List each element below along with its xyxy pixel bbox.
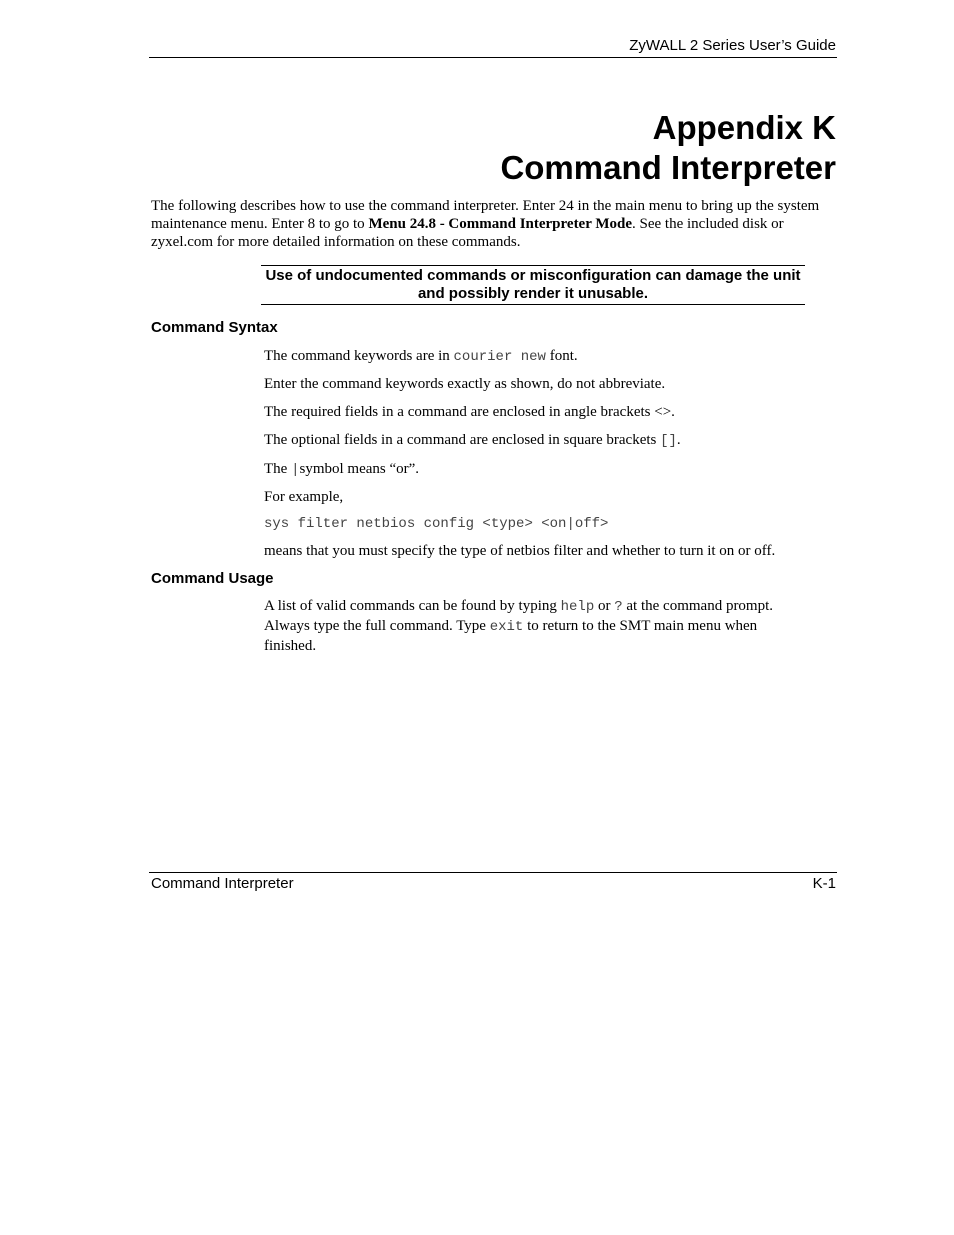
chapter-title [500, 108, 836, 188]
usage-mid1: or [594, 598, 615, 614]
syntax-p4-pre: The optional fields in a command are enclosed in square brackets [264, 432, 661, 448]
syntax-p1-code: courier new [453, 349, 546, 365]
chapter-title-line1: Appendix K [652, 109, 836, 146]
syntax-para-3: The required fields in a command are enclosed in angle brackets <>. [264, 404, 675, 420]
intro-text-2: . See the included disk or zyxel.com for more detailed information on these commands. [151, 216, 784, 250]
usage-code-exit: exit [489, 619, 524, 635]
syntax-para-2: Enter the command keywords exactly as shown, do not abbreviate. [264, 376, 666, 392]
intro-menu-name: Menu 24.8 - Command Interpreter Mode [368, 216, 633, 232]
syntax-para-6: For example, [264, 489, 344, 505]
section-heading-usage: Command Usage [151, 570, 274, 587]
usage-code-help: help [560, 599, 595, 615]
syntax-p1-pre: The command keywords are in [264, 348, 454, 364]
footer-chapter-name: Command Interpreter [151, 875, 294, 892]
warning-note: Use of undocumented commands or misconfiguration can damage the unit and possibly render it unusable. [261, 265, 805, 305]
chapter-title-line2: Command Interpreter [500, 149, 836, 186]
section-heading-syntax: Command Syntax [151, 319, 278, 336]
syntax-p1-post: font. [545, 348, 578, 364]
usage-code-question: ? [614, 599, 623, 615]
syntax-p4-code: [] [660, 433, 677, 449]
syntax-p5-post: symbol means “or”. [299, 461, 420, 477]
intro-text-1: The following describes how to use the command interpreter. Enter 24 in the main menu to bring up the system maintenance menu. Enter 8 to go to [151, 198, 820, 232]
usage-pre: A list of valid commands can be found by typing [264, 598, 561, 614]
footer-page-number: K-1 [812, 875, 836, 892]
syntax-para-7: means that you must specify the type of netbios filter and whether to turn it on or off. [264, 543, 776, 559]
syntax-example-code: sys filter netbios config <type> <on|off> [264, 516, 609, 532]
syntax-p5-pre: The [264, 461, 292, 477]
syntax-p4-post: . [676, 432, 681, 448]
intro-paragraph [151, 197, 831, 251]
usage-post: to return to the SMT main menu when finished. [264, 618, 758, 654]
syntax-para-1 [264, 347, 824, 367]
running-header: ZyWALL 2 Series User’s Guide [629, 37, 836, 54]
header-rule [149, 57, 837, 58]
syntax-para-4 [264, 431, 824, 451]
usage-mid2: at the command prompt. Always type the full command. Type [264, 598, 774, 634]
syntax-p5-code: | [291, 462, 300, 478]
usage-paragraph [264, 597, 804, 656]
footer-rule [149, 872, 837, 873]
syntax-para-5 [264, 460, 824, 480]
